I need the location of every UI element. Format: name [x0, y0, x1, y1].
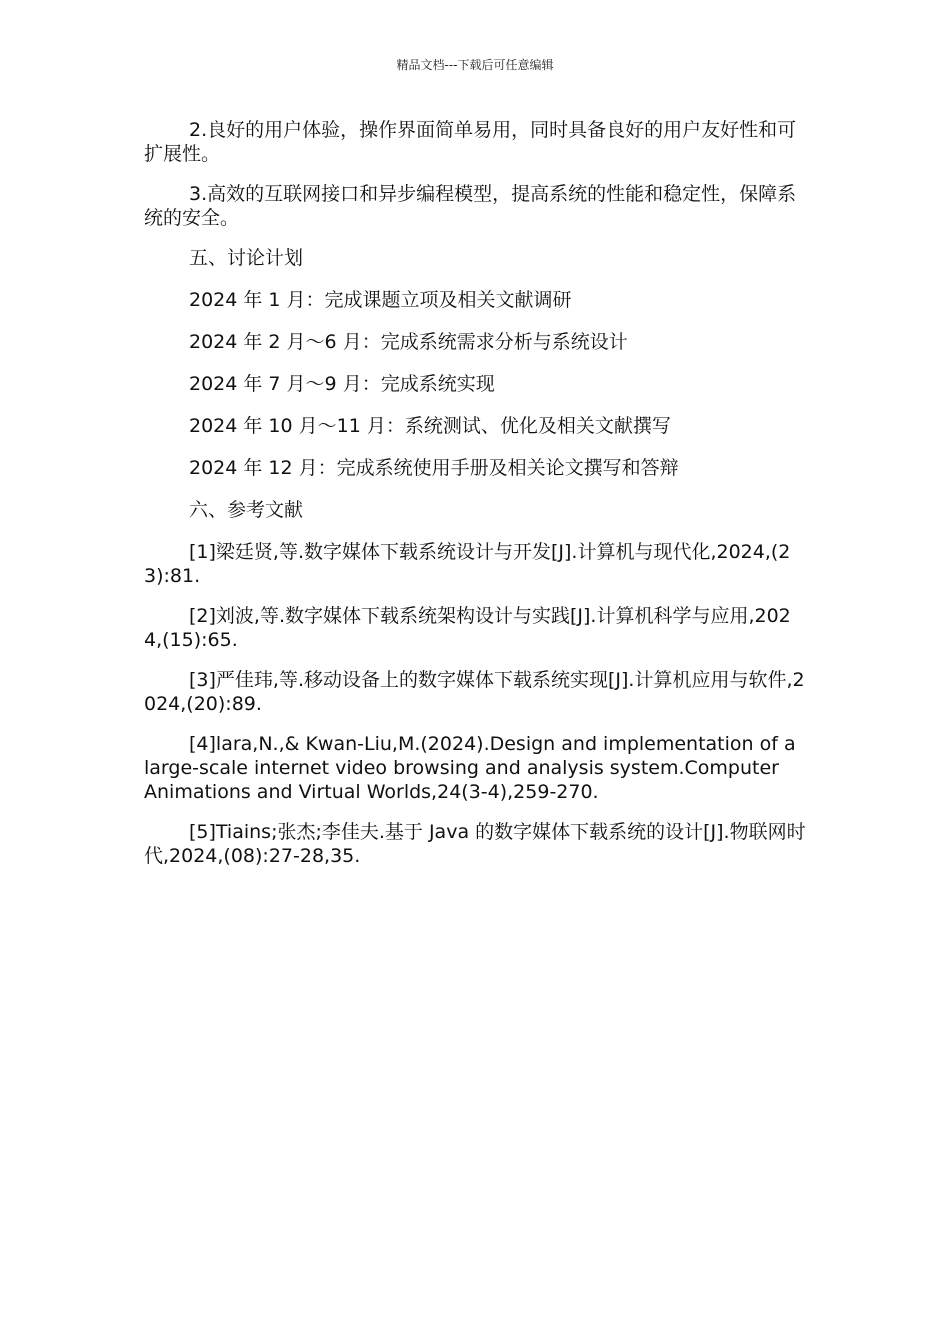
plan-item-oct-nov: 2024 年 10 月～11 月：系统测试、优化及相关文献撰写: [189, 415, 671, 437]
reference-5: [5]Tiains;张杰;李佳夫.基于 Java 的数字媒体下载系统的设计[J].物联网时代,2024,(08):27-28,35.: [144, 821, 806, 867]
plan-item-dec: 2024 年 12 月：完成系统使用手册及相关论文撰写和答辩: [189, 457, 679, 479]
plan-item-jan: 2024 年 1 月：完成课题立项及相关文献调研: [189, 289, 572, 311]
goal-item-2: 2.良好的用户体验，操作界面简单易用，同时具备良好的用户友好性和可扩展性。: [144, 119, 797, 165]
document-body: [144, 118, 806, 884]
plan-item-feb-jun: 2024 年 2 月～6 月：完成系统需求分析与系统设计: [189, 331, 628, 353]
reference-4: [4]lara,N.,& Kwan-Liu,M.(2024).Design and implementation of a large-scale internet video browsing and analysis system.Computer Animations and Virtual Worlds,24(3-4),259-270.: [144, 733, 796, 803]
page-header: 精品文档---下载后可任意编辑: [396, 58, 554, 72]
section-heading-discussion-plan: 五、讨论计划: [189, 247, 304, 269]
goal-item-3: 3.高效的互联网接口和异步编程模型，提高系统的性能和稳定性，保障系统的安全。: [144, 183, 797, 229]
reference-1: [1]梁廷贤,等.数字媒体下载系统设计与开发[J].计算机与现代化,2024,(23):81.: [144, 541, 791, 587]
section-heading-references: 六、参考文献: [189, 499, 304, 521]
reference-3: [3]严佳玮,等.移动设备上的数字媒体下载系统实现[J].计算机应用与软件,2024,(20):89.: [144, 669, 805, 715]
reference-2: [2]刘波,等.数字媒体下载系统架构设计与实践[J].计算机科学与应用,2024,(15):65.: [144, 605, 791, 651]
plan-item-jul-sep: 2024 年 7 月～9 月：完成系统实现: [189, 373, 495, 395]
